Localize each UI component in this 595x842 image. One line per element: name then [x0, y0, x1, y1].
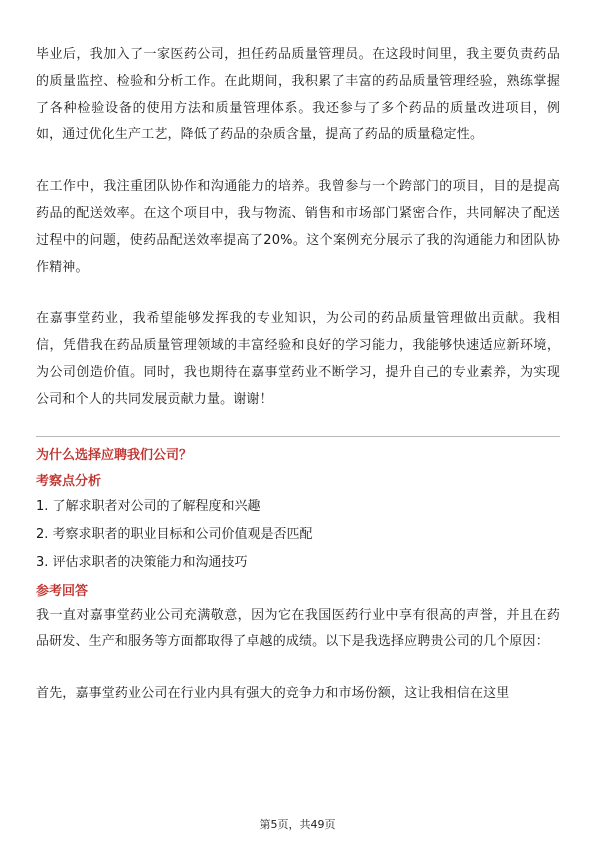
document-page [36, 42, 560, 708]
list-item: 1. 了解求职者对公司的了解程度和兴趣 [36, 498, 261, 514]
body-paragraph: 在工作中，我注重团队协作和沟通能力的培养。我曾参与一个跨部门的项目，目的是提高药品的配送效率。在这个项目中，我与物流、销售和市场部门紧密合作，共同解决了配送过程中的问题，使药品配送效率提高了20%。这个案例充分展示了我的沟通能力和团队协作精神。 [36, 179, 560, 275]
question-title: 为什么选择应聘我们公司？ [36, 447, 193, 463]
analysis-heading: 考察点分析 [36, 473, 102, 489]
answer-block [36, 603, 560, 708]
answer-paragraph: 首先，嘉事堂药业公司在行业内具有强大的竞争力和市场份额，这让我相信在这里 [36, 686, 510, 702]
analysis-list [36, 493, 560, 577]
page-number: 第5页，共49页 [259, 818, 336, 831]
answer-heading: 参考回答 [36, 583, 89, 599]
body-paragraph: 在嘉事堂药业，我希望能够发挥我的专业知识，为公司的药品质量管理做出贡献。我相信，凭借我在药品质量管理领域的丰富经验和良好的学习能力，我能够快速适应新环境，为公司创造价值。同时，我也期待在嘉事堂药业不断学习，提升自己的专业素养，为实现公司和个人的共同发展贡献力量。谢谢！ [36, 311, 560, 407]
list-item: 3. 评估求职者的决策能力和沟通技巧 [36, 554, 248, 570]
answer-paragraph: 我一直对嘉事堂药业公司充满敬意，因为它在我国医药行业中享有很高的声誉，并且在药品研发、生产和服务等方面都取得了卓越的成绩。以下是我选择应聘贵公司的几个原因： [36, 607, 560, 650]
body-paragraph: 毕业后，我加入了一家医药公司，担任药品质量管理员。在这段时间里，我主要负责药品的质量监控、检验和分析工作。在此期间，我积累了丰富的药品质量管理经验，熟练掌握了各种检验设备的使用方法和质量管理体系。我还参与了多个药品的质量改进项目，例如，通过优化生产工艺，降低了药品的杂质含量，提高了药品的质量稳定性。 [36, 47, 560, 143]
section-divider [36, 436, 560, 437]
list-item: 2. 考察求职者的职业目标和公司价值观是否匹配 [36, 526, 313, 542]
